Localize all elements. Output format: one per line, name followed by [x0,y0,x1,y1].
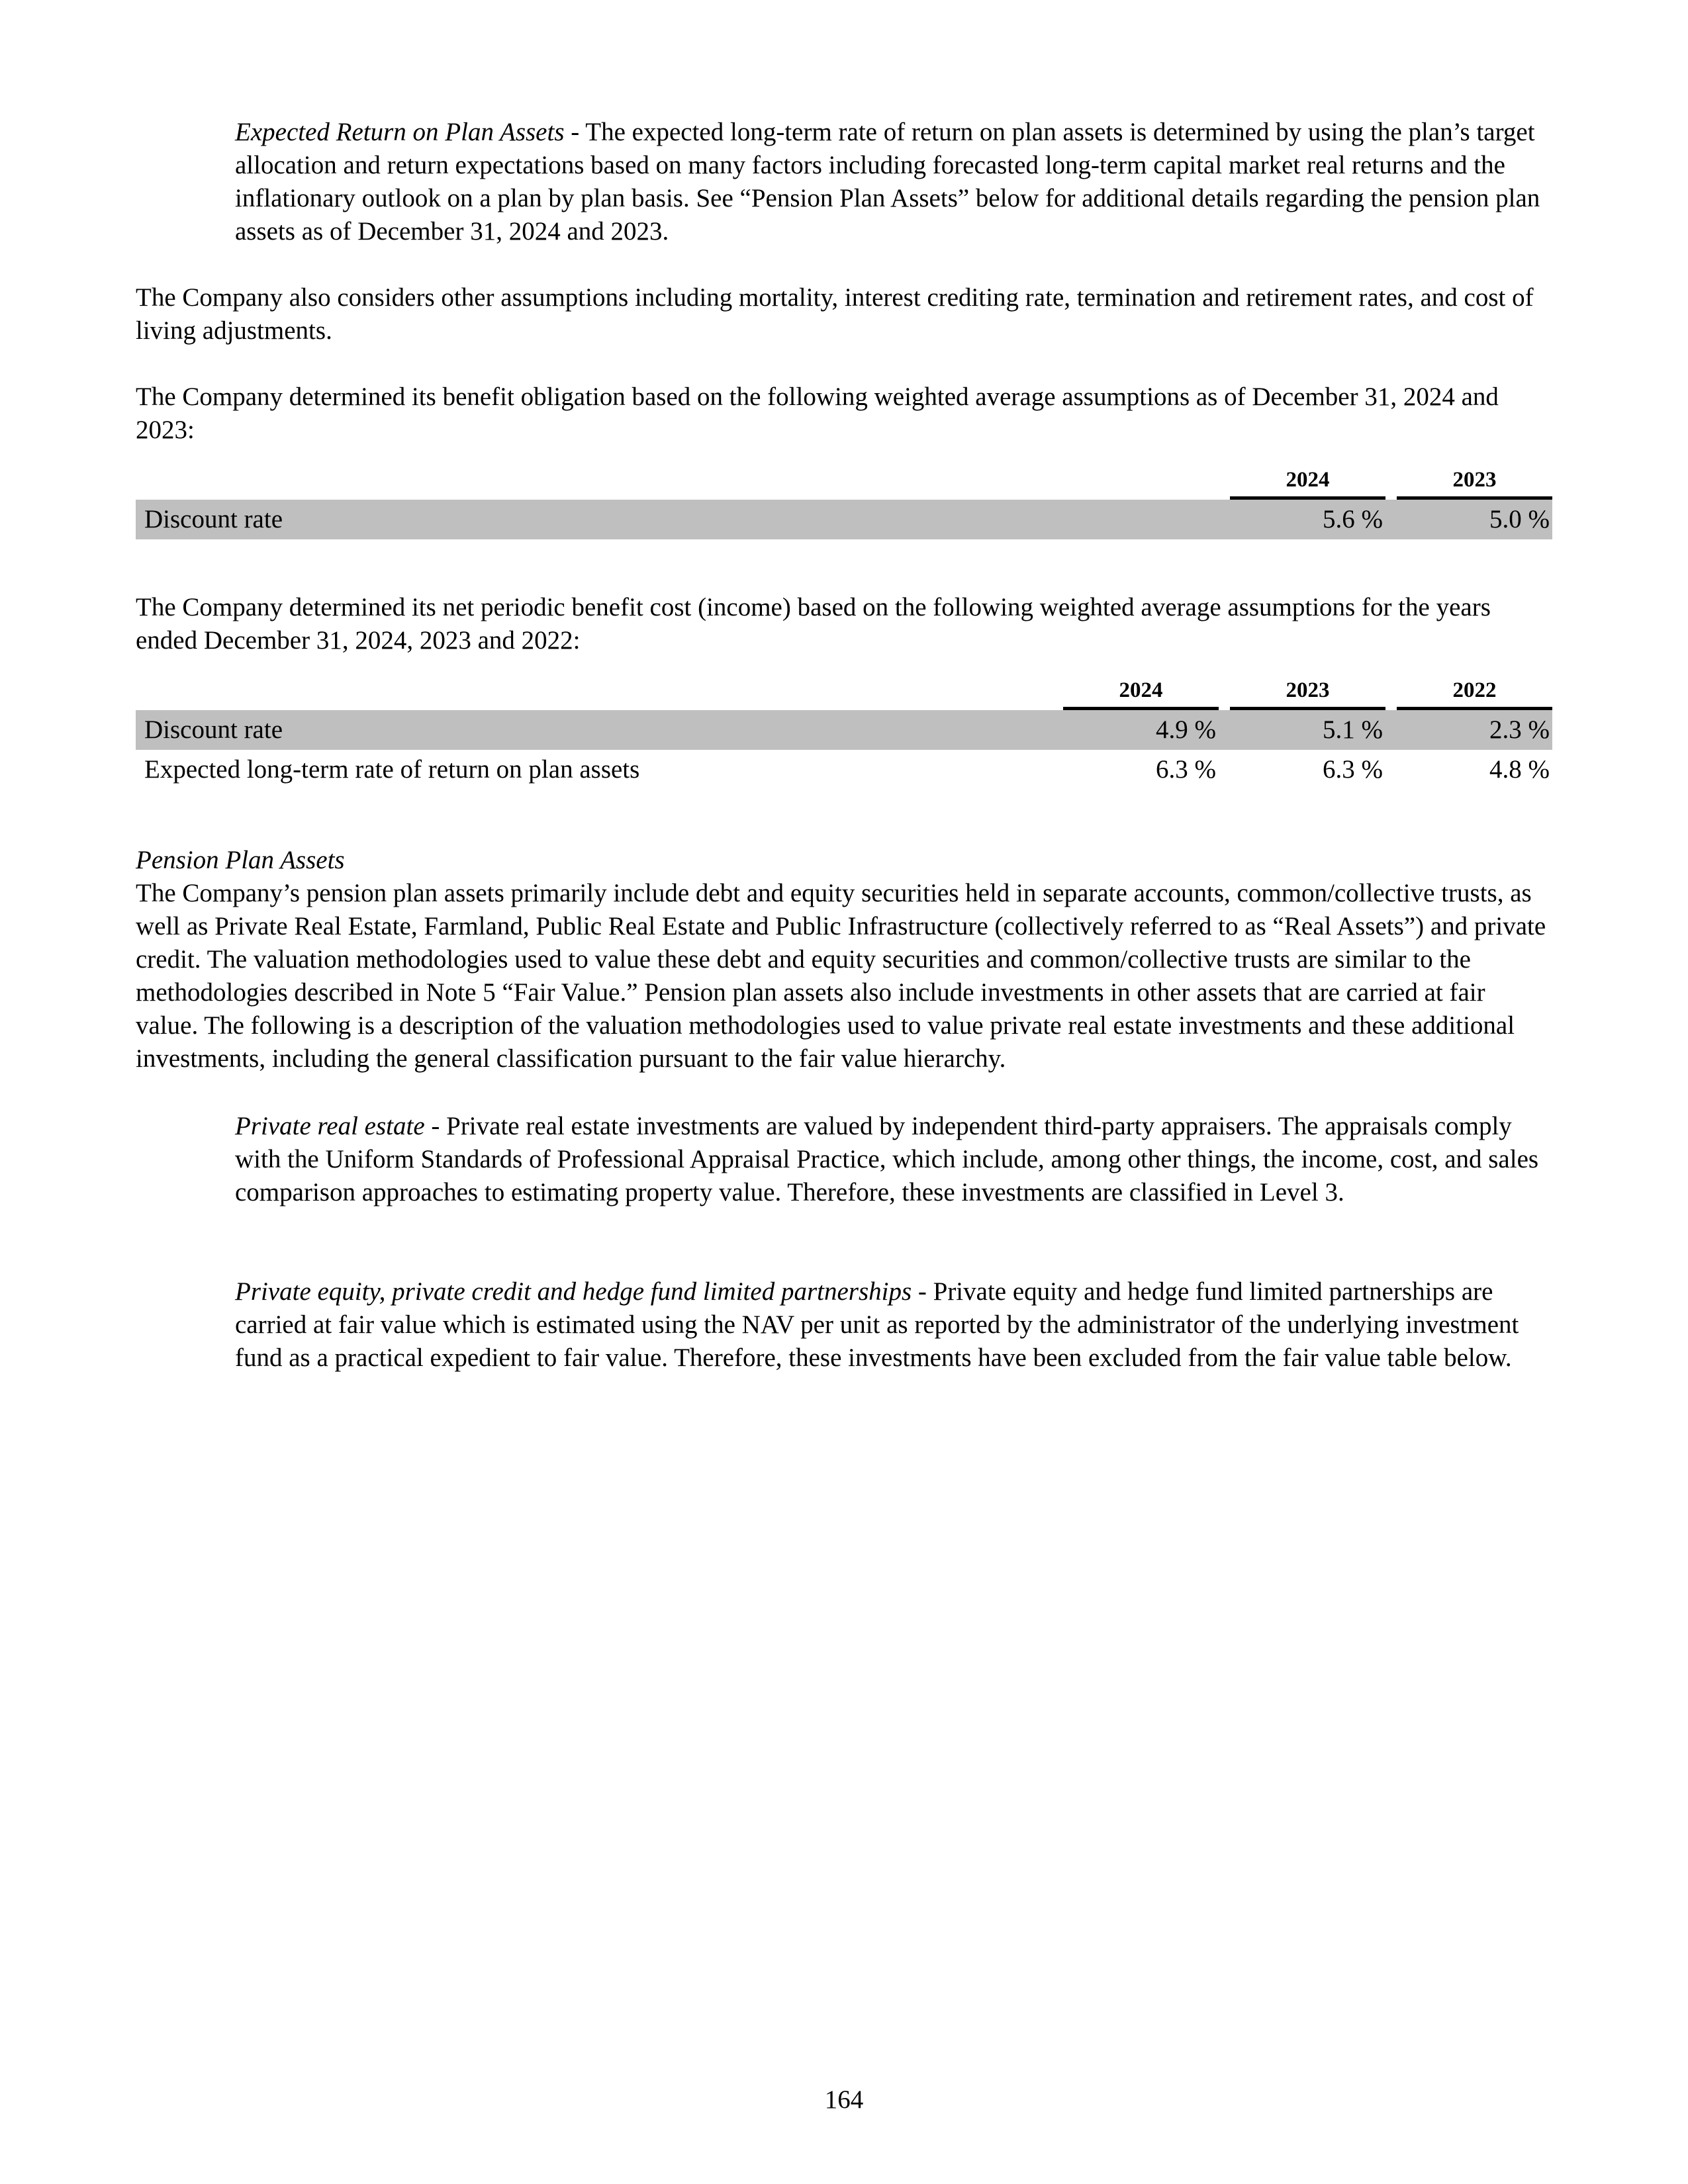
other-assumptions-paragraph: The Company also considers other assumptions including mortality, interest crediting rate, termination and retirement rates, and cost of living adjustments. [136,283,1534,345]
net-periodic-cost-paragraph: The Company determined its net periodic benefit cost (income) based on the following weighted average assumptions for the years ended December 31, 2024, 2023 and 2022: [136,593,1491,655]
cell-value: 5.1 % [1230,710,1385,750]
table2-header-2023: 2023 [1230,674,1385,710]
cell-value: 2.3 % [1397,710,1552,750]
row-label: Discount rate [136,500,1230,539]
pension-plan-assets-paragraph: The Company’s pension plan assets primarily include debt and equity securities held in separate accounts, common/collective trusts, as well as Private Real Estate, Farmland, Public Real Estate and Public Infrastructure (collectively referred to as “Real Assets”) and private credit. The valuation methodologies used to value these debt and equity securities and common/collective trusts are similar to the methodologies described in Note 5 “Fair Value.” Pension plan assets also include investments in other assets that are carried at fair value. The following is a description of the valuation methodologies used to value private real estate investments and these additional investments, including the general classification pursuant to the fair value hierarchy. [136,879,1546,1073]
row-label: Discount rate [136,710,1063,750]
table2-header-2022: 2022 [1397,674,1552,710]
table1-header-2024: 2024 [1230,463,1385,500]
table-row [136,750,1552,790]
row-label: Expected long-term rate of return on plan assets [144,755,640,784]
table1-header-2023: 2023 [1397,463,1552,500]
private-equity-paragraph [235,1275,1556,1375]
cell-value: 4.9 % [1063,710,1219,750]
private-real-estate-title: Private real estate [235,1112,425,1140]
expected-return-text: - The expected long-term rate of return on plan assets is determined by using the plan’s target allocation and return expectations based on many factors including forecasted long-term capital market real returns and the inflationary outlook on a plan by plan basis. See “Pension Plan Assets” below for additional details regarding the pension plan assets as of December 31, 2024 and 2023. [235,118,1540,246]
private-equity-text: - Private equity and hedge fund limited partnerships are carried at fair value which is estimated using the NAV per unit as reported by the administrator of the underlying investment fund as a practical expedient to fair value. Therefore, these investments have been excluded from the fair value table below. [235,1277,1519,1372]
private-real-estate-paragraph [235,1110,1556,1209]
cell-value: 6.3 % [1156,755,1216,784]
cell-value: 6.3 % [1323,755,1383,784]
expected-return-paragraph [235,116,1556,248]
pension-plan-assets-heading: Pension Plan Assets [136,846,345,874]
private-real-estate-text: - Private real estate investments are valued by independent third-party appraisers. The appraisals comply with the Uniform Standards of Professional Appraisal Practice, which include, among other things, the income, cost, and sales comparison approaches to estimating property value. Therefore, these investments are classified in Level 3. [235,1112,1539,1206]
table-row [136,500,1552,539]
cell-value: 5.6 % [1230,500,1385,539]
private-equity-title: Private equity, private credit and hedge fund limited partnerships [235,1277,912,1306]
cell-value: 4.8 % [1489,755,1550,784]
cell-value: 5.0 % [1397,500,1552,539]
table2-header-2024: 2024 [1063,674,1219,710]
table-row [136,710,1552,750]
expected-return-title: Expected Return on Plan Assets [235,118,565,146]
benefit-obligation-paragraph: The Company determined its benefit obligation based on the following weighted average assumptions as of December 31, 2024 and 2023: [136,383,1499,444]
benefit-obligation-table [136,463,1552,539]
page-number: 164 [824,2085,864,2114]
net-periodic-cost-table [136,674,1552,790]
